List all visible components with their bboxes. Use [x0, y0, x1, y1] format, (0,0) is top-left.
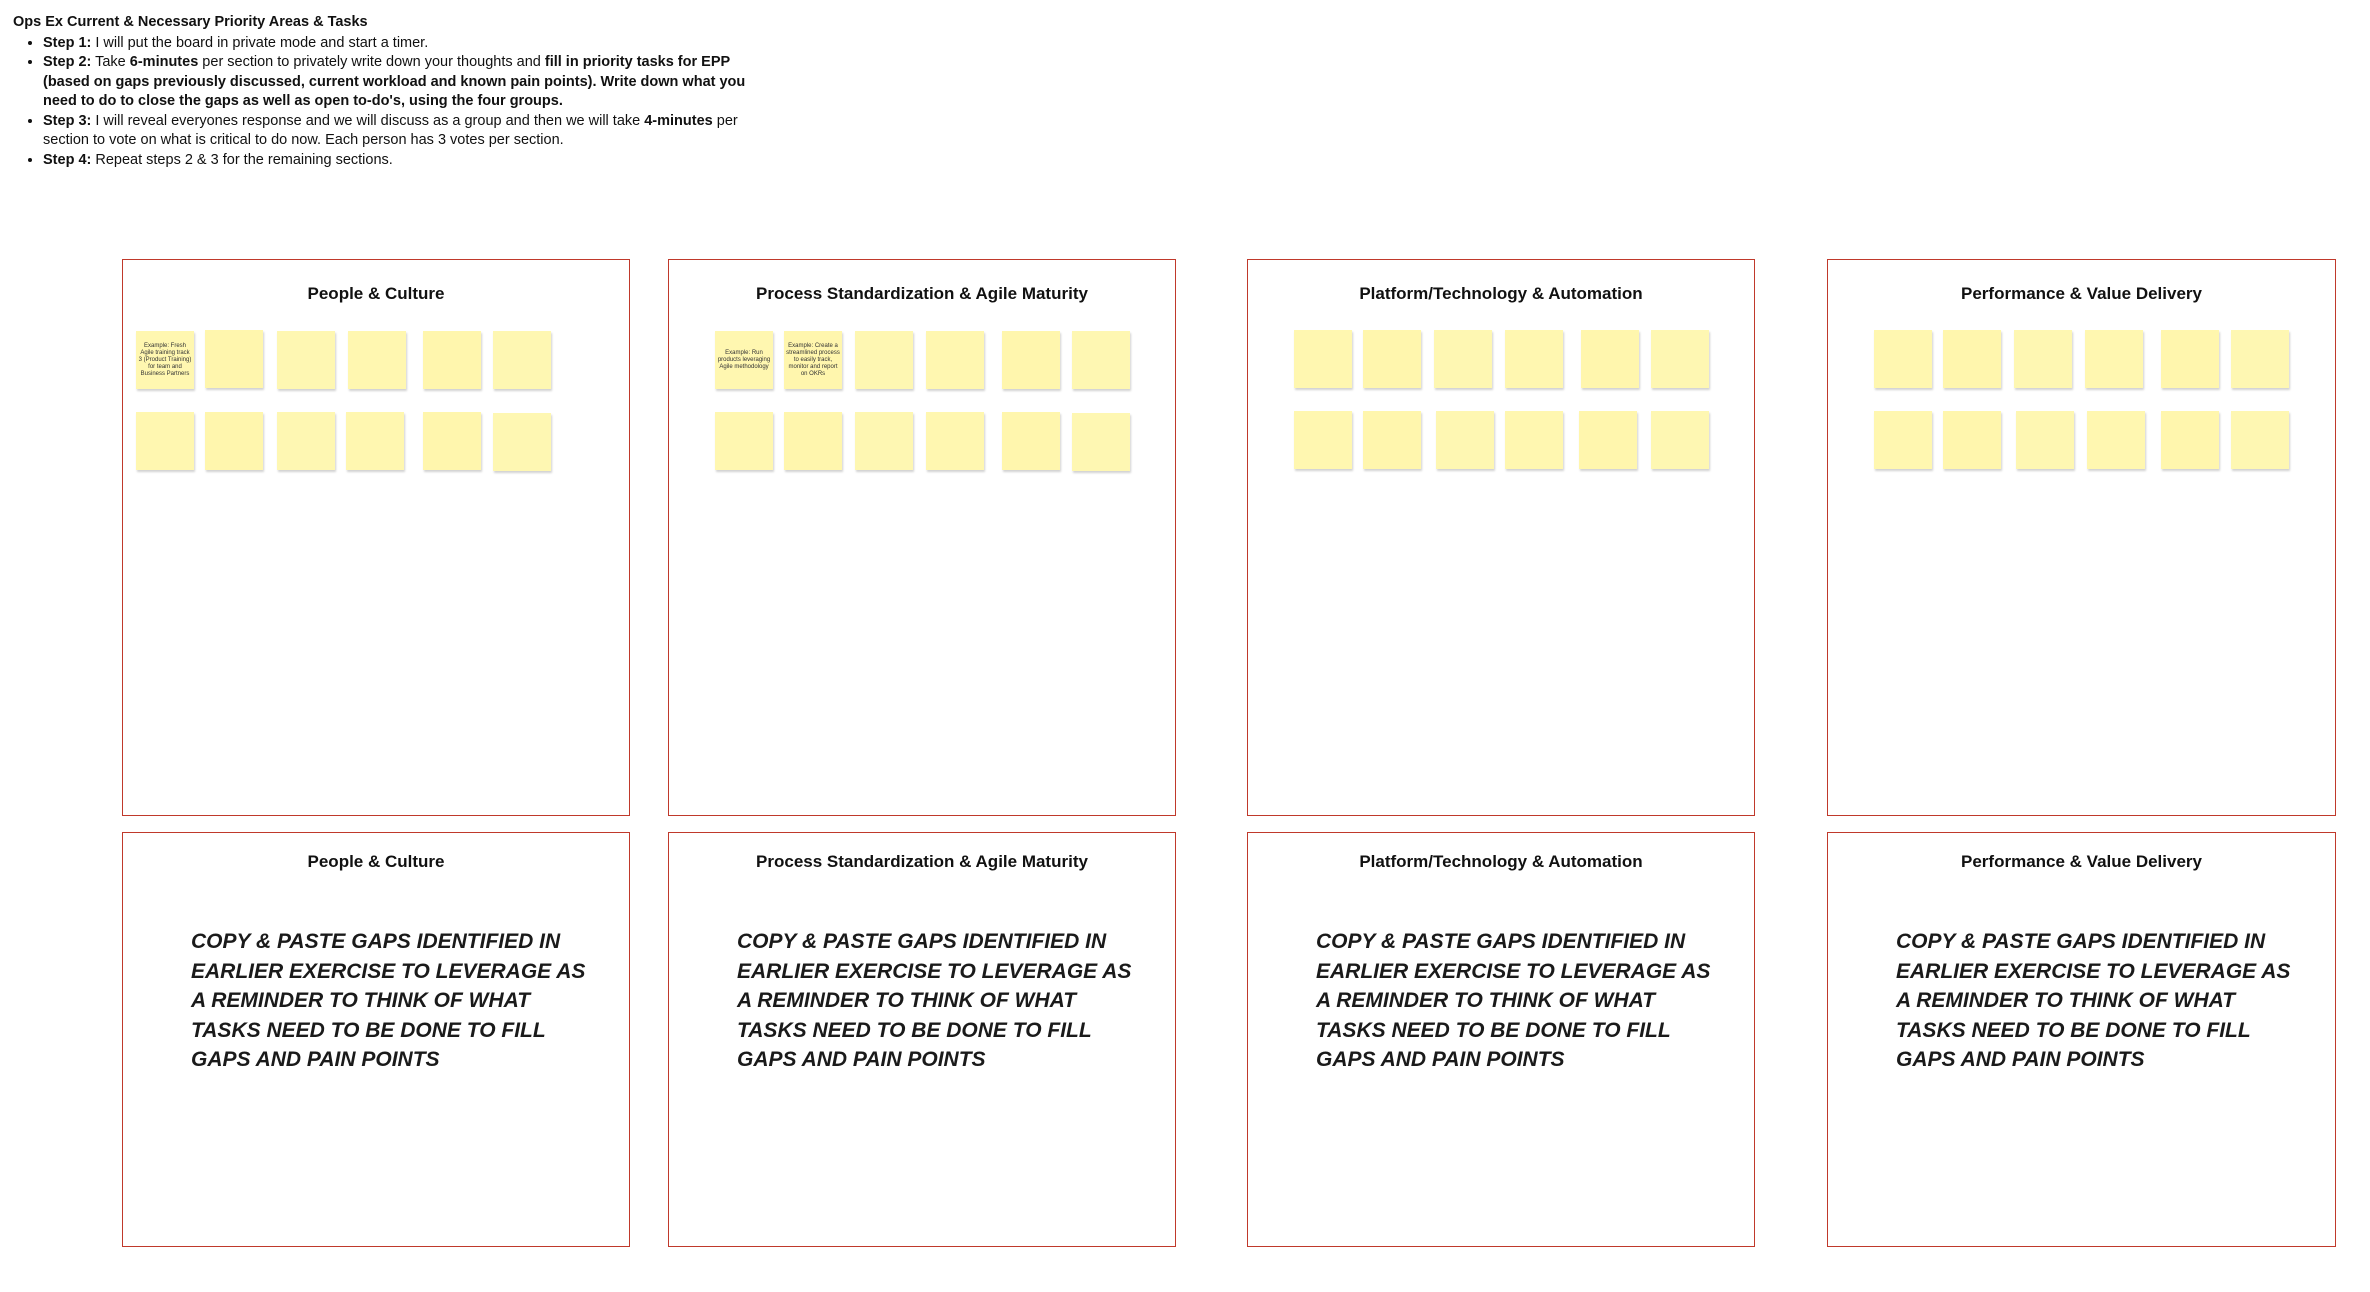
step-3-text-b: per section to vote on what is critical to do now. Each person has 3 votes per section.	[43, 112, 738, 148]
sticky-note[interactable]	[2161, 411, 2219, 469]
step-2-text-a: Take	[91, 54, 130, 70]
frame-title: People & Culture	[307, 852, 445, 871]
sticky-note[interactable]	[1581, 330, 1639, 388]
sticky-note[interactable]	[1072, 331, 1130, 389]
sticky-note[interactable]	[1294, 330, 1352, 388]
sticky-note[interactable]	[205, 412, 263, 470]
step-3-duration: 4-minutes	[644, 112, 713, 129]
sticky-note[interactable]	[1002, 331, 1060, 389]
sticky-note[interactable]	[1651, 330, 1709, 388]
sticky-note[interactable]	[277, 412, 335, 470]
frame-process-agile-tasks[interactable]	[668, 259, 1176, 816]
sticky-note[interactable]	[2231, 411, 2289, 469]
frame-title: Platform/Technology & Automation	[1359, 284, 1643, 303]
sticky-note[interactable]	[2087, 411, 2145, 469]
frame-title: Platform/Technology & Automation	[1359, 852, 1643, 871]
sticky-note[interactable]	[1363, 411, 1421, 469]
frame-performance-value-tasks[interactable]	[1827, 259, 2336, 816]
frame-title: People & Culture	[307, 284, 445, 303]
step-4-label: Step 4:	[43, 151, 92, 168]
frame-people-culture-gaps[interactable]	[122, 832, 630, 1247]
sticky-note[interactable]	[926, 331, 984, 389]
frame-platform-tech-gaps[interactable]	[1247, 832, 1755, 1247]
sticky-note[interactable]	[1651, 411, 1709, 469]
step-3-text-a: I will reveal everyones response and we will discuss as a group and then we will take	[91, 112, 645, 129]
frame-platform-tech-tasks[interactable]	[1247, 259, 1755, 816]
sticky-note-example[interactable]	[136, 331, 194, 389]
sticky-note[interactable]	[1874, 330, 1932, 388]
sticky-note[interactable]	[855, 412, 913, 470]
frame-title: Process Standardization & Agile Maturity	[756, 284, 1088, 303]
frame-title: Process Standardization & Agile Maturity	[756, 852, 1088, 871]
sticky-note[interactable]	[1436, 411, 1494, 469]
sticky-note[interactable]	[346, 412, 404, 470]
sticky-note[interactable]	[1002, 412, 1060, 470]
sticky-note[interactable]	[1072, 413, 1130, 471]
sticky-note[interactable]	[348, 331, 406, 389]
step-2-text-b: per section to privately write down your thoughts and	[198, 54, 545, 70]
sticky-note[interactable]	[2016, 411, 2074, 469]
step-1-text: I will put the board in private mode and start a timer.	[91, 34, 429, 51]
step-1	[43, 34, 773, 54]
instructions-block	[13, 13, 773, 170]
sticky-note-example[interactable]	[784, 331, 842, 389]
sticky-note[interactable]	[1294, 411, 1352, 469]
step-4-text: Repeat steps 2 & 3 for the remaining sections.	[91, 151, 393, 168]
sticky-note[interactable]	[2231, 330, 2289, 388]
sticky-note[interactable]	[784, 412, 842, 470]
frame-process-agile-gaps[interactable]	[668, 832, 1176, 1247]
gaps-reminder-text: COPY & PASTE GAPS IDENTIFIED IN EARLIER EXERCISE TO LEVERAGE AS A REMINDER TO THINK OF WHAT TASKS NEED TO BE DONE TO FILL GAPS AND PAIN POINTS	[191, 930, 586, 1071]
frame-performance-value-gaps[interactable]	[1827, 832, 2336, 1247]
sticky-note[interactable]	[1434, 330, 1492, 388]
sticky-note[interactable]	[493, 413, 551, 471]
sticky-note[interactable]	[2014, 330, 2072, 388]
sticky-note[interactable]	[423, 331, 481, 389]
sticky-note-text: Example: Run products leveraging Agile methodology	[717, 349, 771, 370]
frame-title: Performance & Value Delivery	[1961, 284, 2202, 303]
step-2-label: Step 2:	[43, 54, 92, 70]
sticky-note[interactable]	[205, 330, 263, 388]
step-2-duration: 6-minutes	[129, 54, 199, 70]
sticky-note-text: Example: Create a streamlined process to easily track, monitor and report on OKRs	[786, 342, 840, 377]
sticky-note[interactable]	[493, 331, 551, 389]
step-1-label: Step 1:	[43, 34, 92, 51]
sticky-note[interactable]	[277, 331, 335, 389]
step-2	[43, 53, 773, 112]
sticky-note[interactable]	[1579, 411, 1637, 469]
sticky-note[interactable]	[423, 412, 481, 470]
sticky-note[interactable]	[136, 412, 194, 470]
sticky-note-example[interactable]	[715, 331, 773, 389]
step-2-emphasis: fill in priority tasks for EPP (based on gaps previously discussed, current workload and known pain points). Write down what you need to do to close the gaps as well as open to-do's, using the four groups.	[43, 54, 746, 109]
sticky-note[interactable]	[926, 412, 984, 470]
steps-list	[13, 34, 773, 171]
sticky-note[interactable]	[1943, 411, 2001, 469]
sticky-note-text: Example: Fresh Agile training track 3 (Product Training) for team and Business Partners	[138, 342, 192, 377]
frame-title: Performance & Value Delivery	[1961, 852, 2202, 871]
sticky-note[interactable]	[1505, 411, 1563, 469]
gaps-reminder-text: COPY & PASTE GAPS IDENTIFIED IN EARLIER EXERCISE TO LEVERAGE AS A REMINDER TO THINK OF WHAT TASKS NEED TO BE DONE TO FILL GAPS AND PAIN POINTS	[1896, 930, 2291, 1071]
frame-people-culture-tasks[interactable]	[122, 259, 630, 816]
gaps-reminder-text: COPY & PASTE GAPS IDENTIFIED IN EARLIER EXERCISE TO LEVERAGE AS A REMINDER TO THINK OF WHAT TASKS NEED TO BE DONE TO FILL GAPS AND PAIN POINTS	[737, 930, 1132, 1071]
step-4	[43, 151, 773, 171]
board-title: Ops Ex Current & Necessary Priority Areas & Tasks	[13, 14, 368, 30]
sticky-note[interactable]	[855, 331, 913, 389]
step-3	[43, 112, 773, 151]
sticky-note[interactable]	[1363, 330, 1421, 388]
sticky-note[interactable]	[1874, 411, 1932, 469]
gaps-reminder-text: COPY & PASTE GAPS IDENTIFIED IN EARLIER EXERCISE TO LEVERAGE AS A REMINDER TO THINK OF WHAT TASKS NEED TO BE DONE TO FILL GAPS AND PAIN POINTS	[1316, 930, 1711, 1071]
sticky-note[interactable]	[1943, 330, 2001, 388]
step-3-label: Step 3:	[43, 112, 92, 129]
sticky-note[interactable]	[1505, 330, 1563, 388]
sticky-note[interactable]	[2085, 330, 2143, 388]
sticky-note[interactable]	[715, 412, 773, 470]
sticky-note[interactable]	[2161, 330, 2219, 388]
